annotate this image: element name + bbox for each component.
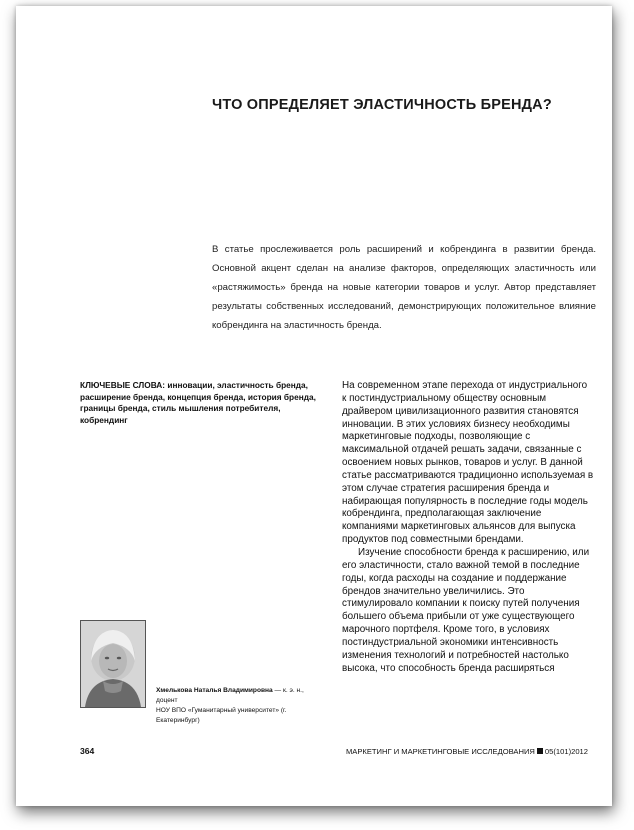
- page-number: 364: [80, 746, 95, 756]
- author-info: [156, 686, 324, 726]
- body-paragraph-2: Изучение способности бренда к расширению, или его эластичности, стало важной темой в последние годы, когда расходы на создание и поддержание брендов значительно увеличились. Это стимулировало компании к поиску путей получения большего объема прибыли от уже существующего марочного портфеля. Кроме того, в условиях постиндустриальной экономики интенсивность изменения технологий и потребностей настолько высока, что способность бренда расширяться: [342, 546, 590, 674]
- issue-number: 05(101)2012: [544, 747, 588, 756]
- author-degree: — к. э. н., доцент: [156, 687, 304, 704]
- journal-footer: [346, 747, 588, 756]
- journal-name: МАРКЕТИНГ И МАРКЕТИНГОВЫЕ ИССЛЕДОВАНИЯ: [345, 747, 535, 756]
- author-photo: [80, 620, 146, 708]
- body-paragraph-1: На современном этапе перехода от индустриального к постиндустриальному обществу основным драйвером цивилизационного развития становятся инновации. В этих условиях бизнесу необходимы маркетинговые подходы, позволяющие с максимальной отдачей решать задачи, связанные с освоением новых рынков, товаров и услуг. В данной статье рассматриваются традиционно используемая в этом случае стратегия расширения бренда и набирающая популярность в последние годы модель кобрендинга, предполагающая заключение компаниями маркетинговых альянсов для выпуска продуктов под совместными брендами.: [342, 380, 594, 546]
- author-portrait-icon: [81, 621, 145, 707]
- author-affiliation: НОУ ВПО «Гуманитарный университет» (г. Екатеринбург): [156, 707, 287, 724]
- article-abstract: В статье прослеживается роль расширений и кобрендинга в развитии бренда. Основной акцент сделан на анализе факторов, определяющих эластичность или «растяжимость» бренда на новые категории товаров и услуг. Автор представляет результаты собственных исследований, демонстрирующих положительное влияние кобрендинга на эластичность бренда.: [212, 244, 596, 331]
- article-body: [342, 380, 594, 675]
- keywords-block: КЛЮЧЕВЫЕ СЛОВА: инновации, эластичность бренда, расширение бренда, концепция бренда, история бренда, границы бренда, стиль мышления потребителя, кобрендинг: [80, 380, 316, 425]
- author-name: Хмелькова Наталья Владимировна: [156, 687, 273, 694]
- journal-page: [16, 6, 612, 806]
- square-separator-icon: [537, 748, 543, 754]
- article-title: ЧТО ОПРЕДЕЛЯЕТ ЭЛАСТИЧНОСТЬ БРЕНДА?: [212, 97, 552, 113]
